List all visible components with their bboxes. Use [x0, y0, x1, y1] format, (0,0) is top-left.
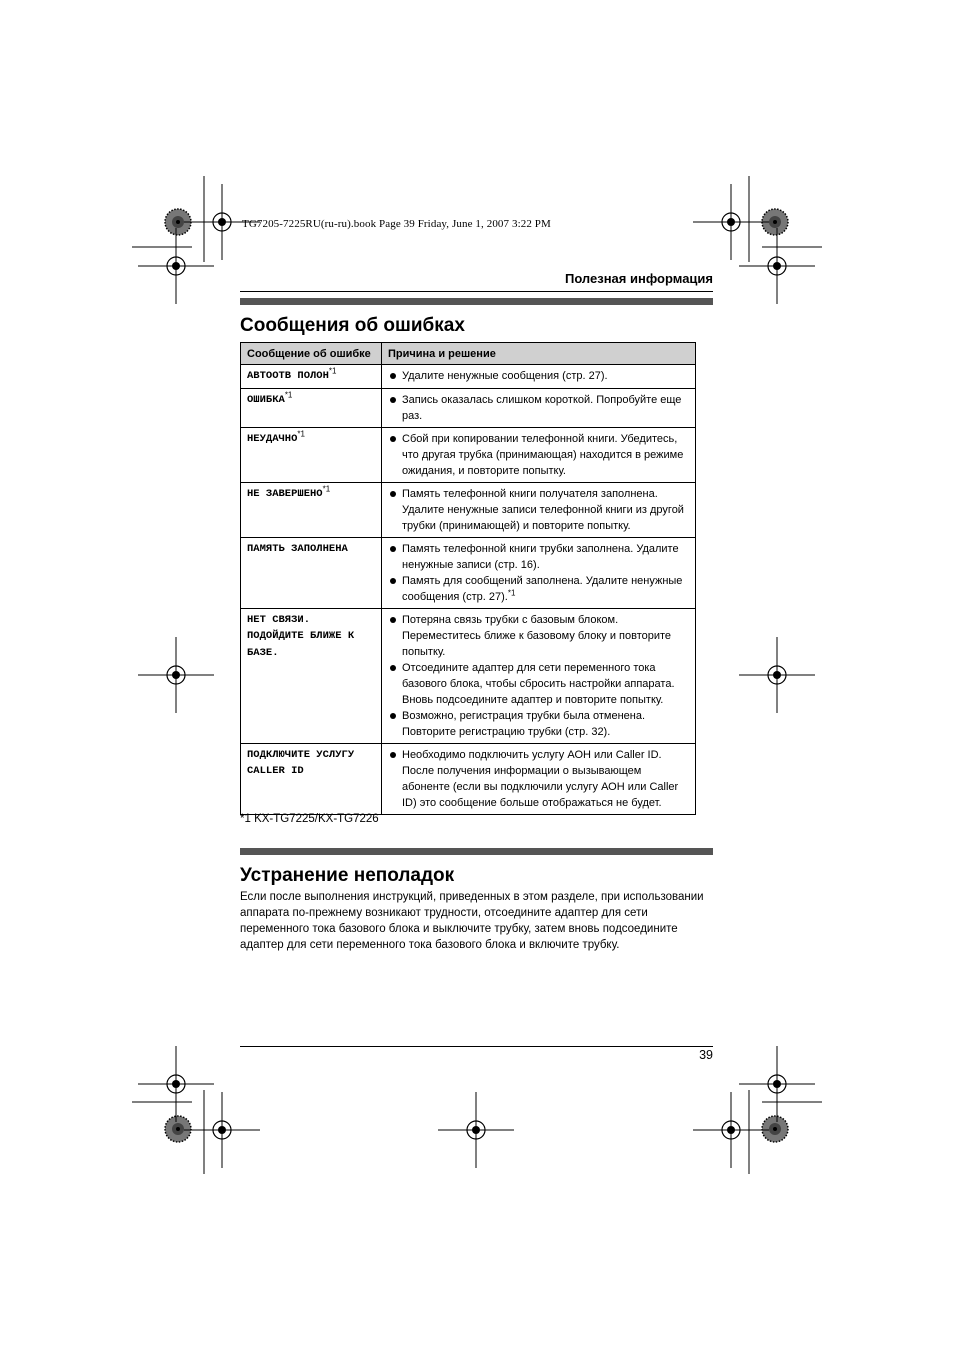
- footnote: *1 KX-TG7225/KX-TG7226: [240, 813, 379, 825]
- error-message-cell: [241, 537, 382, 608]
- error-message-cell: [241, 743, 382, 814]
- error-message: НЕТ СВЯЗИ. ПОДОЙДИТЕ БЛИЖЕ К БАЗЕ.: [247, 613, 355, 659]
- solution-text: Запись оказалась слишком короткой. Попробуйте еще раз.: [402, 393, 682, 422]
- section-header: Полезная информация: [564, 271, 713, 286]
- table-row: [241, 427, 696, 482]
- solution-text: Память для сообщений заполнена. Удалите ненужные сообщения (стр. 27).: [402, 574, 683, 603]
- error-message-cell: [241, 482, 382, 537]
- column-header-cause: Причина и решение: [382, 343, 696, 365]
- cause-solution-cell: [382, 608, 696, 743]
- list-item: [388, 573, 689, 605]
- error-message: ПАМЯТЬ ЗАПОЛНЕНА: [247, 542, 348, 555]
- solution-text: Удалите ненужные сообщения (стр. 27).: [402, 370, 608, 382]
- footnote-ref: *1: [322, 484, 331, 493]
- solution-list: [388, 486, 689, 534]
- error-message-cell: [241, 388, 382, 427]
- list-item: [388, 541, 689, 573]
- solution-list: [388, 392, 689, 424]
- table-row: [241, 743, 696, 814]
- list-item: [388, 486, 689, 534]
- solution-list: [388, 747, 689, 811]
- error-message: НЕ ЗАВЕРШЕНО: [247, 487, 323, 500]
- solution-text: Память телефонной книги трубки заполнена. Удалите ненужные записи (стр. 16).: [402, 542, 679, 571]
- error-message: АВТООТВ ПОЛОН: [247, 370, 329, 382]
- column-header-message: Сообщение об ошибке: [241, 343, 382, 365]
- list-item: [388, 431, 689, 479]
- table-row: [241, 365, 696, 389]
- cause-solution-cell: [382, 365, 696, 389]
- error-message: ПОДКЛЮЧИТЕ УСЛУГУ CALLER ID: [247, 748, 355, 777]
- footnote-ref: *1: [297, 429, 305, 438]
- cause-solution-cell: [382, 482, 696, 537]
- list-item: [388, 612, 689, 660]
- troubleshooting-title: Устранение неполадок: [240, 865, 455, 886]
- solution-text: Возможно, регистрация трубки была отменена. Повторите регистрацию трубки (стр. 32).: [402, 709, 646, 738]
- footer-rule: [240, 1046, 713, 1047]
- error-message-cell: [241, 608, 382, 743]
- error-message-cell: [241, 427, 382, 482]
- troubleshooting-text: Если после выполнения инструкций, приведенных в этом разделе, при использовании аппарата по-прежнему возникают трудности, отсоедините адаптер для сети переменного тока базового блока и выключите трубку, затем вновь подсоедините адаптер для сети переменного тока базового блока и включите трубку.: [240, 891, 704, 951]
- book-file-line: TG7205-7225RU(ru-ru).book Page 39 Friday, June 1, 2007 3:22 PM: [242, 218, 551, 230]
- solution-text: Отсоедините адаптер для сети переменного тока базового блока, чтобы сбросить настройки аппарата. Вновь подсоедините адаптер и повторите попытку.: [402, 661, 675, 706]
- solution-list: [388, 431, 689, 479]
- cause-solution-cell: [382, 743, 696, 814]
- cause-solution-cell: [382, 388, 696, 427]
- table-row: [241, 388, 696, 427]
- error-message: ОШИБКА: [247, 393, 285, 406]
- table-row: [241, 537, 696, 608]
- header-rule: [240, 291, 713, 292]
- footnote-ref: *1: [328, 366, 337, 376]
- error-messages-table: [240, 342, 696, 815]
- section-bar: [240, 298, 713, 305]
- solution-list: [388, 368, 689, 384]
- solution-text: Необходимо подключить услугу АОН или Caller ID. После получения информации о вызывающем абоненте (если вы подключили услугу АОН или Caller ID) это сообщение больше отображаться не будет.: [402, 748, 679, 809]
- section-bar-2: [240, 848, 713, 855]
- list-item: [388, 660, 689, 708]
- footnote-ref: *1: [284, 390, 293, 399]
- table-body: [241, 365, 696, 815]
- error-message: НЕУДАЧНО: [247, 432, 298, 445]
- solution-list: [388, 612, 689, 740]
- list-item: [388, 708, 689, 740]
- solution-text: Потеряна связь трубки с базовым блоком. Переместитесь ближе к базовому блоку и повторите попытку.: [402, 613, 672, 658]
- list-item: [388, 368, 689, 384]
- error-message-cell: [241, 365, 382, 389]
- cause-solution-cell: [382, 537, 696, 608]
- errors-title: Сообщения об ошибках: [240, 315, 465, 336]
- solution-text: Сбой при копировании телефонной книги. Убедитесь, что другая трубка (принимающая) находится в режиме ожидания, и повторите попытку.: [402, 432, 684, 477]
- page-number: 39: [699, 1048, 713, 1062]
- solution-text: Память телефонной книги получателя заполнена. Удалите ненужные записи телефонной книги из другой трубки (принимающей) и повторите попытку.: [402, 487, 684, 532]
- list-item: [388, 747, 689, 811]
- list-item: [388, 392, 689, 424]
- table-row: [241, 482, 696, 537]
- table-header-row: [241, 343, 696, 365]
- cause-solution-cell: [382, 427, 696, 482]
- solution-list: [388, 541, 689, 605]
- footnote-ref: *1: [507, 587, 516, 597]
- table-row: [241, 608, 696, 743]
